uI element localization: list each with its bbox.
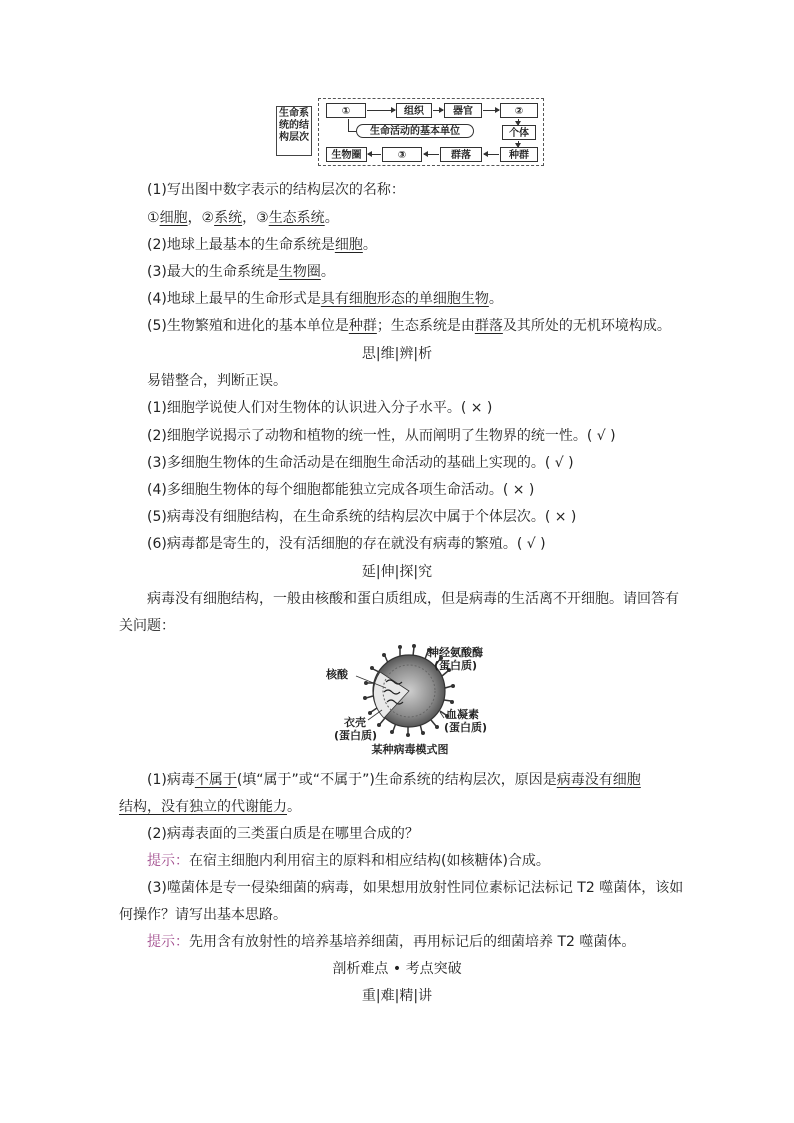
callout-pointer-h xyxy=(348,131,356,132)
label-neuraminidase-2: (蛋白质) xyxy=(434,659,478,672)
judgement-item-2: (2)细胞学说揭示了动物和植物的统一性，从而阐明了生物界的统一性。( √ ) xyxy=(147,428,616,444)
q3-line xyxy=(147,262,335,282)
a1-end: 。 xyxy=(324,210,339,226)
q5-text-1: (5)生物繁殖和进化的基本单位是 xyxy=(147,318,349,334)
ext-q1-text-1: (1)病毒 xyxy=(147,772,195,788)
ext-hint3-line xyxy=(147,932,635,952)
label-neuraminidase-1: 神经氨酸酶 xyxy=(428,646,483,659)
q5-text-3: 及其所处的无机环境构成。 xyxy=(502,318,671,334)
q4-text: (4)地球上最早的生命形式是 xyxy=(147,291,321,307)
ext-q1-answer-1: 不属于 xyxy=(194,772,237,788)
ext-hint2-line xyxy=(147,851,550,871)
q2-line xyxy=(147,235,377,255)
label-nucleic-acid: 核酸 xyxy=(326,668,348,681)
q3-text: (3)最大的生命系统是 xyxy=(147,264,279,280)
q4-end: 。 xyxy=(488,291,503,307)
q1-text: (1)写出图中数字表示的结构层次的名称： xyxy=(147,182,405,198)
a1-prefix-3: ，③ xyxy=(242,210,269,226)
callout-pointer xyxy=(348,119,349,131)
q5-line xyxy=(147,316,671,336)
section2-intro-2: 关问题： xyxy=(119,618,175,634)
hint2-label: 提示： xyxy=(147,853,189,869)
node-individual: 个体 xyxy=(502,125,536,140)
arrow-7 xyxy=(424,154,439,155)
arrow-1 xyxy=(367,110,395,111)
heading-key-points: 重|难|精|讲 xyxy=(361,988,433,1004)
a1-line xyxy=(147,208,339,228)
arrow-8 xyxy=(368,154,381,155)
judgement-item-3: (3)多细胞生物体的生命活动是在细胞生命活动的基础上实现的。( √ ) xyxy=(147,455,574,471)
judgement-item-1: (1)细胞学说使人们对生物体的认识进入分子水平。( × ) xyxy=(147,400,493,416)
heading-analysis: 剖析难点 • 考点突破 xyxy=(332,961,462,977)
ext-q1-answer-3: 结构，没有独立的代谢能力 xyxy=(119,799,287,815)
node-population: 种群 xyxy=(500,147,538,162)
structure-levels-diagram xyxy=(276,98,544,166)
label-hemagglutinin-1: 血凝素 xyxy=(446,708,479,721)
ext-q1-line-2 xyxy=(119,797,301,817)
hint3-label: 提示： xyxy=(147,934,189,950)
judgement-item-4: (4)多细胞生物体的每个细胞都能独立完成各项生命活动。( × ) xyxy=(147,482,535,498)
q3-answer: 生物圈 xyxy=(278,264,321,280)
ext-q1-end: 。 xyxy=(287,799,301,815)
virus-figure xyxy=(326,642,490,760)
a1-prefix-1: ① xyxy=(147,210,160,226)
ext-q1-line-1 xyxy=(147,770,641,790)
arrow-6 xyxy=(484,154,499,155)
node-1: ① xyxy=(326,103,366,118)
q3-end: 。 xyxy=(320,264,335,280)
q5-answer-2: 群落 xyxy=(474,318,503,334)
ext-q1-answer-2: 病毒没有细胞 xyxy=(556,772,641,788)
section2-intro-1: 病毒没有细胞结构，一般由核酸和蛋白质组成，但是病毒的生活离不开细胞。请回答有 xyxy=(147,591,679,607)
arrow-2 xyxy=(433,110,443,111)
ext-q3-line-2: 何操作？请写出基本思路。 xyxy=(119,907,287,923)
answer-cell: 细胞 xyxy=(159,210,188,226)
judgement-item-5: (5)病毒没有细胞结构，在生命系统的结构层次中属于个体层次。( × ) xyxy=(147,509,577,525)
label-hemagglutinin-2: (蛋白质) xyxy=(444,721,488,734)
q2-text: (2)地球上最基本的生命系统是 xyxy=(147,237,335,253)
node-biosphere: 生物圈 xyxy=(326,147,367,162)
section-title-thinking: 思|维|辨|析 xyxy=(361,346,433,362)
label-capsid-1: 衣壳 xyxy=(344,716,366,729)
judgement-item-6: (6)病毒都是寄生的，没有活细胞的存在就没有病毒的繁殖。( √ ) xyxy=(147,536,546,552)
node-2: ② xyxy=(500,103,538,118)
q5-answer-1: 种群 xyxy=(348,318,377,334)
callout-basic-unit: 生命活动的基本单位 xyxy=(356,124,474,138)
q4-line xyxy=(147,289,503,309)
node-community: 群落 xyxy=(440,147,482,162)
answer-ecosystem: 生态系统 xyxy=(268,210,325,226)
section1-intro: 易错整合，判断正误。 xyxy=(147,373,287,389)
ext-q1-text-2: (填“属于”或“不属于”)生命系统的结构层次，原因是 xyxy=(236,772,557,788)
a1-prefix-2: ，② xyxy=(187,210,215,226)
section-title-extension: 延|伸|探|究 xyxy=(361,564,433,580)
arrow-3 xyxy=(483,110,499,111)
label-capsid-2: (蛋白质) xyxy=(334,729,378,742)
q2-end: 。 xyxy=(362,237,377,253)
q2-answer: 细胞 xyxy=(334,237,363,253)
hint3-text: 先用含有放射性的培养基培养细菌，再用标记后的细菌培养 T2 噬菌体。 xyxy=(189,934,636,950)
hint2-text: 在宿主细胞内利用宿主的原料和相应结构(如核糖体)合成。 xyxy=(189,853,550,869)
ext-q2: (2)病毒表面的三类蛋白质是在哪里合成的？ xyxy=(147,826,419,842)
q5-text-2: ；生态系统是由 xyxy=(376,318,475,334)
node-organ: 器官 xyxy=(444,103,482,118)
answer-system: 系统 xyxy=(214,210,243,226)
figure-caption: 某种病毒模式图 xyxy=(371,743,449,756)
q4-answer: 具有细胞形态的单细胞生物 xyxy=(320,291,489,307)
node-tissue: 组织 xyxy=(396,103,432,118)
diagram-side-label: 生命系统的结构层次 xyxy=(276,106,312,156)
ext-q3-line-1: (3)噬菌体是专一侵染细菌的病毒，如果想用放射性同位素标记法标记 T2 噬菌体，该如 xyxy=(147,880,684,896)
node-3: ③ xyxy=(382,147,422,162)
